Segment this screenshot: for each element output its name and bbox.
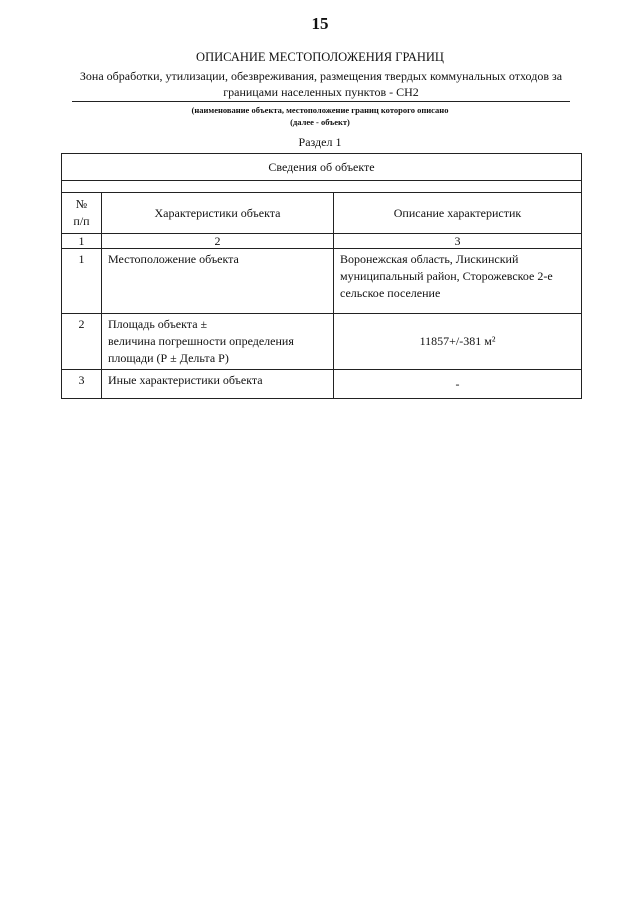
- table-row: [62, 370, 582, 399]
- table-spacer-row: [62, 181, 582, 193]
- table-spacer: [62, 181, 582, 193]
- table-heading-row: [62, 154, 582, 181]
- row-characteristic: Местоположение объекта: [102, 249, 334, 314]
- column-number-1: 1: [62, 234, 102, 249]
- row-number: 1: [62, 249, 102, 314]
- caption-line-2: (далее - объект): [290, 117, 350, 127]
- row-characteristic: [102, 314, 334, 370]
- header-number-symbol: №: [75, 197, 88, 211]
- header-number: [62, 193, 102, 234]
- header-characteristics: Характеристики объекта: [102, 193, 334, 234]
- page-number: 15: [311, 14, 329, 33]
- table-heading: Сведения об объекте: [62, 154, 582, 181]
- row-number: 2: [62, 314, 102, 370]
- row-characteristic-line-2: величина погрешности определения площади (Р ± Дельта Р): [108, 334, 294, 365]
- section-label: Раздел 1: [298, 135, 342, 149]
- row-characteristic-line-1: Площадь объекта ±: [108, 317, 208, 331]
- header-description: Описание характеристик: [334, 193, 582, 234]
- table-header-row: [62, 193, 582, 234]
- object-info-table: [61, 153, 582, 399]
- column-number-3: 3: [334, 234, 582, 249]
- column-number-2: 2: [102, 234, 334, 249]
- row-characteristic: Иные характеристики объекта: [102, 370, 334, 399]
- row-description: 11857+/-381 м²: [334, 314, 582, 370]
- object-name: Зона обработки, утилизации, обезвреживания, размещения твердых коммунальных отходов за границами населенных пунктов - СН2: [72, 68, 570, 102]
- object-name-caption: [0, 104, 640, 128]
- row-description: Воронежская область, Лискинский муниципальный район, Сторожевское 2-е сельское поселение: [334, 249, 582, 314]
- document-title: ОПИСАНИЕ МЕСТОПОЛОЖЕНИЯ ГРАНИЦ: [196, 50, 444, 64]
- table-row: [62, 314, 582, 370]
- column-number-row: [62, 234, 582, 249]
- caption-line-1: (наименование объекта, местоположение границ которого описано: [191, 105, 449, 115]
- header-number-abbr: п/п: [73, 214, 90, 228]
- row-number: 3: [62, 370, 102, 399]
- row-description: -: [334, 370, 582, 399]
- table-row: [62, 249, 582, 314]
